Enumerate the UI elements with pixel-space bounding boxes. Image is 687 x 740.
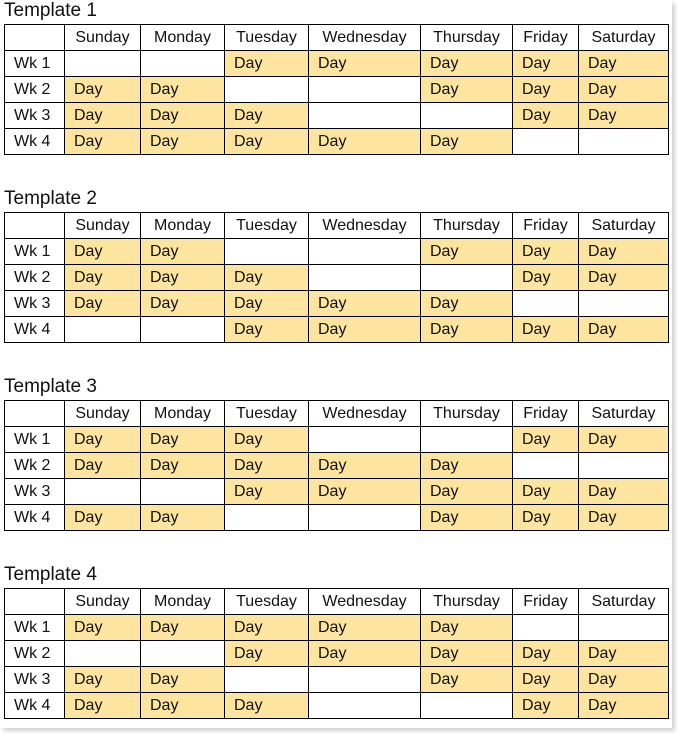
day-cell-filled: Day	[65, 291, 141, 317]
week-label: Wk 4	[5, 693, 65, 719]
day-cell-empty	[309, 667, 421, 693]
day-cell-filled: Day	[421, 641, 513, 667]
header-row	[5, 25, 669, 51]
week-label: Wk 1	[5, 427, 65, 453]
day-cell-filled: Day	[579, 77, 669, 103]
day-cell-filled: Day	[65, 427, 141, 453]
header-row	[5, 213, 669, 239]
week-row	[5, 505, 669, 531]
day-cell-empty	[579, 453, 669, 479]
day-cell-empty	[141, 641, 225, 667]
day-cell-filled: Day	[65, 667, 141, 693]
day-cell-filled: Day	[225, 291, 309, 317]
week-label: Wk 3	[5, 667, 65, 693]
week-label: Wk 1	[5, 51, 65, 77]
day-cell-filled: Day	[421, 77, 513, 103]
week-row	[5, 427, 669, 453]
corner-cell	[5, 25, 65, 51]
day-cell-empty	[225, 239, 309, 265]
header-row	[5, 401, 669, 427]
day-cell-filled: Day	[65, 129, 141, 155]
day-header-sunday: Sunday	[65, 401, 141, 427]
day-cell-filled: Day	[579, 265, 669, 291]
day-cell-filled: Day	[309, 615, 421, 641]
day-cell-empty	[225, 505, 309, 531]
template-title: Template 4	[4, 564, 97, 585]
day-header-tuesday: Tuesday	[225, 589, 309, 615]
week-label: Wk 2	[5, 641, 65, 667]
day-cell-filled: Day	[579, 479, 669, 505]
day-cell-empty	[225, 77, 309, 103]
day-cell-filled: Day	[141, 129, 225, 155]
day-cell-filled: Day	[309, 51, 421, 77]
day-header-tuesday: Tuesday	[225, 25, 309, 51]
week-row	[5, 51, 669, 77]
day-cell-filled: Day	[513, 103, 579, 129]
day-cell-filled: Day	[421, 505, 513, 531]
day-cell-filled: Day	[309, 317, 421, 343]
day-cell-empty	[65, 479, 141, 505]
day-cell-filled: Day	[579, 505, 669, 531]
day-cell-filled: Day	[579, 239, 669, 265]
schedule-table	[4, 400, 669, 531]
corner-cell	[5, 401, 65, 427]
day-cell-filled: Day	[225, 453, 309, 479]
week-row	[5, 615, 669, 641]
day-cell-filled: Day	[141, 427, 225, 453]
day-cell-filled: Day	[225, 51, 309, 77]
day-cell-empty	[309, 427, 421, 453]
day-cell-filled: Day	[421, 667, 513, 693]
day-cell-filled: Day	[513, 317, 579, 343]
day-cell-empty	[579, 129, 669, 155]
day-cell-filled: Day	[579, 641, 669, 667]
day-cell-filled: Day	[65, 505, 141, 531]
day-cell-empty	[65, 317, 141, 343]
day-cell-filled: Day	[513, 641, 579, 667]
day-cell-empty	[421, 103, 513, 129]
day-cell-empty	[309, 77, 421, 103]
day-header-saturday: Saturday	[579, 25, 669, 51]
day-cell-empty	[141, 51, 225, 77]
day-cell-filled: Day	[141, 615, 225, 641]
day-cell-filled: Day	[579, 317, 669, 343]
day-header-tuesday: Tuesday	[225, 213, 309, 239]
day-cell-filled: Day	[309, 641, 421, 667]
day-cell-filled: Day	[513, 693, 579, 719]
template-block	[4, 376, 668, 531]
day-header-friday: Friday	[513, 401, 579, 427]
day-cell-filled: Day	[141, 239, 225, 265]
week-row	[5, 129, 669, 155]
week-label: Wk 1	[5, 239, 65, 265]
day-cell-filled: Day	[65, 239, 141, 265]
day-cell-empty	[513, 615, 579, 641]
day-cell-filled: Day	[309, 129, 421, 155]
day-header-wednesday: Wednesday	[309, 401, 421, 427]
template-title: Template 2	[4, 188, 97, 209]
day-cell-filled: Day	[141, 505, 225, 531]
day-cell-empty	[309, 103, 421, 129]
day-header-saturday: Saturday	[579, 589, 669, 615]
day-cell-empty	[309, 505, 421, 531]
week-label: Wk 2	[5, 77, 65, 103]
day-cell-filled: Day	[225, 615, 309, 641]
day-cell-filled: Day	[579, 103, 669, 129]
day-cell-filled: Day	[309, 291, 421, 317]
day-header-monday: Monday	[141, 401, 225, 427]
day-cell-empty	[309, 693, 421, 719]
template-block	[4, 188, 668, 343]
week-row	[5, 291, 669, 317]
week-label: Wk 3	[5, 479, 65, 505]
week-row	[5, 103, 669, 129]
day-cell-filled: Day	[225, 641, 309, 667]
day-cell-filled: Day	[421, 129, 513, 155]
day-header-wednesday: Wednesday	[309, 213, 421, 239]
corner-cell	[5, 589, 65, 615]
day-cell-empty	[225, 667, 309, 693]
day-cell-filled: Day	[225, 479, 309, 505]
day-header-sunday: Sunday	[65, 589, 141, 615]
day-cell-filled: Day	[225, 265, 309, 291]
template-block	[4, 0, 668, 155]
day-cell-filled: Day	[421, 453, 513, 479]
day-cell-filled: Day	[141, 667, 225, 693]
day-cell-filled: Day	[65, 453, 141, 479]
day-header-thursday: Thursday	[421, 589, 513, 615]
day-cell-filled: Day	[421, 51, 513, 77]
day-cell-filled: Day	[513, 505, 579, 531]
day-cell-filled: Day	[309, 453, 421, 479]
day-cell-filled: Day	[141, 453, 225, 479]
day-cell-filled: Day	[421, 317, 513, 343]
day-cell-empty	[65, 641, 141, 667]
day-cell-empty	[579, 615, 669, 641]
header-row	[5, 589, 669, 615]
day-header-saturday: Saturday	[579, 213, 669, 239]
day-header-monday: Monday	[141, 589, 225, 615]
day-cell-filled: Day	[579, 667, 669, 693]
week-label: Wk 1	[5, 615, 65, 641]
day-cell-filled: Day	[421, 479, 513, 505]
day-header-thursday: Thursday	[421, 213, 513, 239]
day-cell-filled: Day	[421, 291, 513, 317]
day-cell-filled: Day	[309, 479, 421, 505]
day-header-wednesday: Wednesday	[309, 589, 421, 615]
template-title: Template 1	[4, 0, 97, 21]
corner-cell	[5, 213, 65, 239]
day-cell-filled: Day	[579, 51, 669, 77]
day-cell-filled: Day	[65, 615, 141, 641]
day-cell-filled: Day	[513, 265, 579, 291]
day-cell-empty	[309, 265, 421, 291]
day-cell-filled: Day	[513, 667, 579, 693]
week-label: Wk 4	[5, 129, 65, 155]
week-row	[5, 239, 669, 265]
week-row	[5, 667, 669, 693]
day-cell-filled: Day	[225, 427, 309, 453]
day-cell-empty	[309, 239, 421, 265]
day-cell-filled: Day	[141, 77, 225, 103]
day-header-sunday: Sunday	[65, 213, 141, 239]
week-row	[5, 693, 669, 719]
day-cell-filled: Day	[141, 103, 225, 129]
day-cell-filled: Day	[225, 693, 309, 719]
day-cell-filled: Day	[65, 693, 141, 719]
week-row	[5, 479, 669, 505]
week-row	[5, 641, 669, 667]
day-cell-filled: Day	[141, 291, 225, 317]
day-cell-empty	[421, 693, 513, 719]
template-title: Template 3	[4, 376, 97, 397]
day-cell-filled: Day	[225, 103, 309, 129]
day-header-friday: Friday	[513, 25, 579, 51]
day-cell-empty	[421, 265, 513, 291]
week-label: Wk 3	[5, 103, 65, 129]
week-label: Wk 4	[5, 505, 65, 531]
day-cell-filled: Day	[141, 265, 225, 291]
day-cell-filled: Day	[421, 615, 513, 641]
day-header-saturday: Saturday	[579, 401, 669, 427]
day-cell-filled: Day	[513, 51, 579, 77]
week-label: Wk 2	[5, 453, 65, 479]
week-label: Wk 4	[5, 317, 65, 343]
schedule-table	[4, 588, 669, 719]
day-cell-filled: Day	[65, 77, 141, 103]
day-header-monday: Monday	[141, 25, 225, 51]
day-cell-empty	[513, 291, 579, 317]
week-label: Wk 3	[5, 291, 65, 317]
day-cell-empty	[65, 51, 141, 77]
day-header-tuesday: Tuesday	[225, 401, 309, 427]
day-cell-filled: Day	[579, 427, 669, 453]
day-header-thursday: Thursday	[421, 401, 513, 427]
day-cell-filled: Day	[65, 265, 141, 291]
template-block	[4, 564, 668, 719]
day-header-thursday: Thursday	[421, 25, 513, 51]
day-cell-filled: Day	[141, 693, 225, 719]
day-cell-empty	[421, 427, 513, 453]
day-cell-empty	[513, 453, 579, 479]
schedule-table	[4, 212, 669, 343]
week-row	[5, 453, 669, 479]
day-header-sunday: Sunday	[65, 25, 141, 51]
day-cell-empty	[513, 129, 579, 155]
week-label: Wk 2	[5, 265, 65, 291]
day-cell-filled: Day	[65, 103, 141, 129]
day-cell-empty	[141, 479, 225, 505]
week-row	[5, 317, 669, 343]
week-row	[5, 77, 669, 103]
day-cell-filled: Day	[513, 427, 579, 453]
day-cell-filled: Day	[579, 693, 669, 719]
day-cell-filled: Day	[513, 479, 579, 505]
day-cell-filled: Day	[513, 239, 579, 265]
day-header-monday: Monday	[141, 213, 225, 239]
day-header-wednesday: Wednesday	[309, 25, 421, 51]
day-cell-empty	[141, 317, 225, 343]
schedule-table	[4, 24, 669, 155]
day-cell-filled: Day	[225, 129, 309, 155]
week-row	[5, 265, 669, 291]
day-header-friday: Friday	[513, 213, 579, 239]
day-cell-filled: Day	[225, 317, 309, 343]
day-cell-filled: Day	[513, 77, 579, 103]
day-cell-empty	[579, 291, 669, 317]
day-cell-filled: Day	[421, 239, 513, 265]
day-header-friday: Friday	[513, 589, 579, 615]
